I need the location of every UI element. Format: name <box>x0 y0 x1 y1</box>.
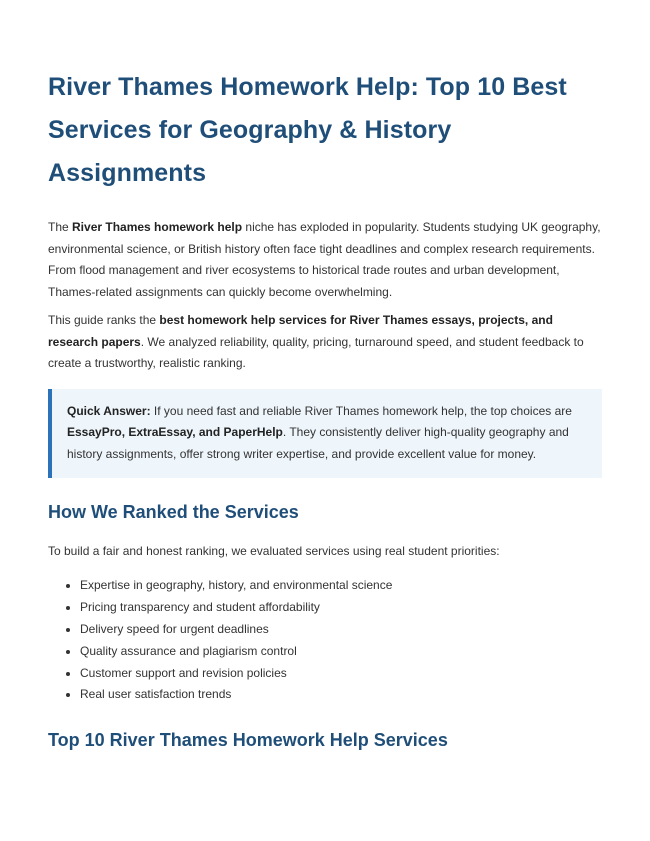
page-title: River Thames Homework Help: Top 10 Best Services for Geography & History Assignments <box>48 73 567 187</box>
list-item: • Quality assurance and plagiarism control <box>80 641 602 663</box>
intro-paragraph <box>48 217 602 303</box>
guide-paragraph <box>48 310 602 375</box>
criteria-list <box>48 575 602 706</box>
quick-answer-callout <box>48 389 602 478</box>
guide-text-start: This guide ranks the <box>48 313 160 327</box>
quick-answer-label: Quick Answer: <box>67 403 151 418</box>
intro-text-start: The <box>48 220 73 234</box>
list-item: • Customer support and revision policies <box>80 663 602 685</box>
guide-text-end: . We analyzed reliability, quality, pricing, turnaround speed, and student feedback to create a trustworthy, realistic ranking. <box>48 334 584 370</box>
intro-keyword: River Thames homework help <box>72 220 243 234</box>
quick-answer-text-end: . They consistently deliver high-quality geography and history assignments, offer strong writer expertise, and provide excellent value for money. <box>67 425 569 462</box>
quick-answer-text-start: If you need fast and reliable River Thames homework help, the top choices are <box>150 403 572 418</box>
ranking-heading: How We Ranked the Services <box>48 501 299 522</box>
list-item: • Real user satisfaction trends <box>80 684 602 706</box>
top10-heading: Top 10 River Thames Homework Help Services <box>48 730 448 751</box>
quick-answer-text <box>67 401 588 466</box>
list-item: • Expertise in geography, history, and environmental science <box>80 575 602 597</box>
intro-text-end: niche has exploded in popularity. Students studying UK geography, environmental science, or British history often face tight deadlines and complex research requirements. From flood management and river ecosystems to historical trade routes and urban development, Thames-related assignments can quickly become overwhelming. <box>48 220 601 299</box>
ranking-intro: To build a fair and honest ranking, we evaluated services using real student priorities: <box>48 543 500 558</box>
list-item: • Pricing transparency and student affordability <box>80 597 602 619</box>
list-item: • Delivery speed for urgent deadlines <box>80 619 602 641</box>
guide-keyword: best homework help services for River Thames essays, projects, and research papers <box>48 313 553 349</box>
quick-answer-services: EssayPro, ExtraEssay, and PaperHelp <box>67 425 283 440</box>
